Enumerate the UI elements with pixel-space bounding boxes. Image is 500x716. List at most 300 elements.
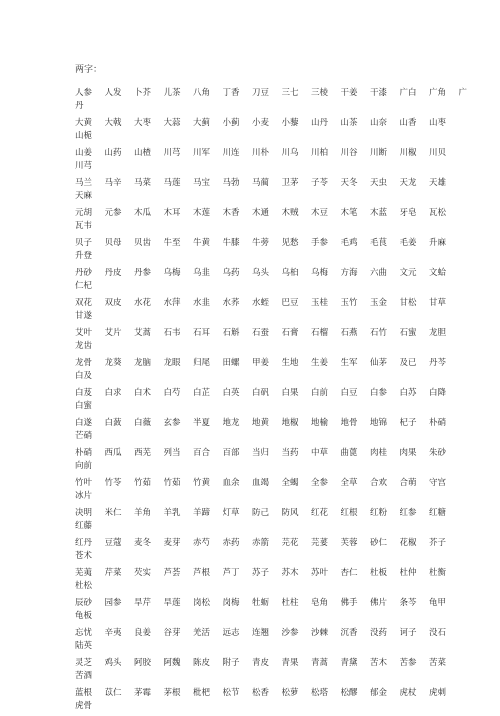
term-cell: 牡蛎	[252, 598, 270, 608]
term-row-line	[75, 446, 495, 460]
term-cell: 合欢	[370, 478, 388, 488]
term-cell: 青果	[281, 658, 299, 668]
term-cell: 天虫	[370, 178, 388, 188]
term-row-continuation: 苦酒	[75, 671, 93, 681]
term-row-line	[75, 206, 495, 220]
term-cell: 芦根	[193, 568, 211, 578]
term-cell: 沙参	[281, 628, 299, 638]
term-cell: 甘草	[429, 298, 447, 308]
term-cell: 巴豆	[281, 298, 299, 308]
term-cell: 三七	[281, 88, 299, 98]
term-row-continuation: 仁杞	[75, 281, 93, 291]
term-cell: 大蒜	[163, 118, 181, 128]
term-cell: 阿魏	[163, 658, 181, 668]
term-cell: 羊蹄	[193, 508, 211, 518]
term-cell: 赤箭	[252, 538, 270, 548]
term-cell: 鸡头	[104, 658, 122, 668]
section-heading: 两字：	[75, 65, 103, 75]
term-cell: 贝齿	[134, 238, 152, 248]
term-row-line	[75, 626, 495, 640]
term-cell: 地骨	[340, 418, 358, 428]
term-cell: 牛至	[163, 238, 181, 248]
term-cell: 龟甲	[429, 598, 447, 608]
term-cell: 朴硝	[429, 418, 447, 428]
term-cell: 白参	[370, 388, 388, 398]
term-cell: 白术	[134, 388, 152, 398]
term-cell: 见愁	[281, 238, 299, 248]
term-cell: 半夏	[193, 418, 211, 428]
term-cell: 连翘	[252, 628, 270, 638]
term-cell: 忘忧	[75, 628, 93, 638]
term-cell: 合萌	[399, 478, 417, 488]
term-cell: 毛茛	[370, 238, 388, 248]
term-cell: 山香	[399, 118, 417, 128]
term-cell: 丹芩	[429, 358, 447, 368]
term-row-line	[75, 566, 495, 580]
term-cell: 卫茅	[281, 178, 299, 188]
term-row-line	[75, 536, 495, 550]
term-row-line	[75, 416, 495, 430]
term-cell: 乌梅	[311, 268, 329, 278]
term-cell: 元胡	[75, 208, 93, 218]
term-cell: 没石	[429, 628, 447, 638]
term-cell: 瓦松	[429, 208, 447, 218]
term-cell: 干姜	[340, 88, 358, 98]
term-cell: 小蓟	[222, 118, 240, 128]
term-cell: 川连	[222, 148, 240, 158]
term-cell: 丹皮	[104, 268, 122, 278]
term-row-continuation: 白及	[75, 371, 93, 381]
term-cell: 方海	[340, 268, 358, 278]
term-cell: 白薇	[134, 418, 152, 428]
term-cell: 文元	[399, 268, 417, 278]
term-cell: 谷芽	[163, 628, 181, 638]
term-cell: 百合	[193, 448, 211, 458]
term-cell: 虎杖	[399, 688, 417, 698]
term-cell: 苦木	[370, 658, 388, 668]
term-cell: 列当	[163, 448, 181, 458]
term-cell: 羊角	[134, 508, 152, 518]
term-cell: 刀豆	[252, 88, 270, 98]
term-row-line	[75, 386, 495, 400]
term-cell: 木通	[252, 208, 270, 218]
term-cell: 儿茶	[163, 88, 181, 98]
term-cell: 石燕	[340, 328, 358, 338]
term-cell: 附子	[222, 658, 240, 668]
term-cell: 血竭	[252, 478, 270, 488]
term-cell: 地椒	[281, 418, 299, 428]
term-cell: 山姜	[75, 148, 93, 158]
term-row-continuation: 白蜜	[75, 401, 93, 411]
term-cell: 灵芝	[75, 658, 93, 668]
term-cell: 木豆	[311, 208, 329, 218]
term-cell: 中草	[311, 448, 329, 458]
term-cell: 玉金	[370, 298, 388, 308]
term-cell: 川芎	[163, 148, 181, 158]
term-row-continuation: 冰片	[75, 491, 93, 501]
term-cell: 水蛭	[252, 298, 270, 308]
term-cell: 地黄	[252, 418, 270, 428]
term-cell: 牛蒡	[252, 238, 270, 248]
term-cell: 水韭	[193, 298, 211, 308]
term-row	[75, 476, 495, 506]
term-row-continuation: 芒硝	[75, 431, 93, 441]
term-cell: 升麻	[429, 238, 447, 248]
term-row	[75, 506, 495, 536]
term-cell: 元参	[104, 208, 122, 218]
term-row	[75, 86, 495, 116]
term-cell: 没药	[370, 628, 388, 638]
term-cell: 岗松	[193, 598, 211, 608]
term-cell: 防风	[281, 508, 299, 518]
term-cell: 广	[458, 88, 468, 98]
term-cell: 大蓟	[193, 118, 211, 128]
term-row	[75, 116, 495, 146]
term-cell: 贝子	[75, 238, 93, 248]
term-cell: 陈皮	[193, 658, 211, 668]
term-cell: 乌桕	[281, 268, 299, 278]
term-cell: 灯草	[222, 508, 240, 518]
term-cell: 马辛	[104, 178, 122, 188]
term-row-line	[75, 176, 495, 190]
term-cell: 羌活	[193, 628, 211, 638]
term-cell: 归尾	[193, 358, 211, 368]
term-row-line	[75, 236, 495, 250]
term-cell: 生姜	[311, 358, 329, 368]
term-cell: 生地	[281, 358, 299, 368]
term-cell: 白豆	[340, 388, 358, 398]
term-cell: 田螺	[222, 358, 240, 368]
term-row	[75, 626, 495, 656]
term-cell: 红糖	[429, 508, 447, 518]
term-cell: 朱砂	[429, 448, 447, 458]
term-cell: 龙葵	[104, 358, 122, 368]
term-cell: 卜芥	[134, 88, 152, 98]
term-cell: 白矾	[252, 388, 270, 398]
term-cell: 双花	[75, 298, 93, 308]
term-cell: 朴硝	[75, 448, 93, 458]
term-cell: 毛姜	[399, 238, 417, 248]
term-cell: 白前	[311, 388, 329, 398]
term-cell: 远志	[222, 628, 240, 638]
term-cell: 文蛤	[429, 268, 447, 278]
term-row	[75, 416, 495, 446]
term-row-continuation: 杜松	[75, 581, 93, 591]
term-cell: 丁香	[222, 88, 240, 98]
term-cell: 水花	[134, 298, 152, 308]
term-cell: 阿胶	[134, 658, 152, 668]
term-cell: 川军	[193, 148, 211, 158]
term-row-continuation: 甘遂	[75, 311, 93, 321]
term-cell: 芡实	[134, 568, 152, 578]
term-cell: 佛手	[340, 598, 358, 608]
term-cell: 广角	[429, 88, 447, 98]
term-cell: 玉竹	[340, 298, 358, 308]
term-row-continuation: 红藤	[75, 521, 93, 531]
term-row-continuation: 龙齿	[75, 341, 93, 351]
term-row	[75, 206, 495, 236]
term-row-continuation: 陆英	[75, 641, 93, 651]
term-cell: 竹叶	[75, 478, 93, 488]
term-cell: 松醪	[340, 688, 358, 698]
term-row-continuation: 山栀	[75, 131, 93, 141]
term-row	[75, 596, 495, 626]
term-cell: 马宝	[193, 178, 211, 188]
term-cell: 白苏	[399, 388, 417, 398]
term-cell: 山茶	[340, 118, 358, 128]
term-cell: 当归	[252, 448, 270, 458]
term-cell: 木耳	[163, 208, 181, 218]
term-cell: 苦菜	[429, 658, 447, 668]
term-cell: 防己	[252, 508, 270, 518]
term-cell: 木笔	[340, 208, 358, 218]
term-row	[75, 266, 495, 296]
term-cell: 大黄	[75, 118, 93, 128]
term-cell: 苡仁	[104, 688, 122, 698]
term-cell: 天雄	[429, 178, 447, 188]
term-cell: 马莲	[163, 178, 181, 188]
term-cell: 松香	[252, 688, 270, 698]
term-cell: 芹菜	[104, 568, 122, 578]
term-cell: 仙茅	[370, 358, 388, 368]
term-cell: 大戟	[104, 118, 122, 128]
term-cell: 红丹	[75, 538, 93, 548]
term-cell: 杜板	[370, 568, 388, 578]
term-cell: 丹砂	[75, 268, 93, 278]
term-cell: 白蔹	[104, 418, 122, 428]
term-cell: 龙胆	[429, 328, 447, 338]
term-cell: 白芍	[163, 388, 181, 398]
term-cell: 郁金	[370, 688, 388, 698]
term-cell: 乌韭	[193, 268, 211, 278]
term-cell: 杏仁	[340, 568, 358, 578]
term-cell: 石竹	[370, 328, 388, 338]
term-cell: 地榆	[311, 418, 329, 428]
term-cell: 赤药	[222, 538, 240, 548]
term-cell: 八角	[193, 88, 211, 98]
term-cell: 白芷	[193, 388, 211, 398]
term-cell: 石榴	[311, 328, 329, 338]
term-cell: 杜仲	[399, 568, 417, 578]
term-cell: 山丹	[311, 118, 329, 128]
term-cell: 虎刺	[429, 688, 447, 698]
term-row	[75, 236, 495, 266]
term-cell: 马蔺	[252, 178, 270, 188]
term-cell: 石耳	[193, 328, 211, 338]
term-row	[75, 446, 495, 476]
term-cell: 白遂	[75, 418, 93, 428]
term-cell: 西瓜	[104, 448, 122, 458]
term-row	[75, 296, 495, 326]
term-cell: 牛黄	[193, 238, 211, 248]
term-row-line	[75, 86, 495, 100]
term-row	[75, 146, 495, 176]
term-row-line	[75, 656, 495, 670]
term-row-continuation: 升登	[75, 251, 93, 261]
term-cell: 青皮	[252, 658, 270, 668]
term-cell: 百部	[222, 448, 240, 458]
term-cell: 山药	[104, 148, 122, 158]
term-row-line	[75, 506, 495, 520]
term-cell: 石斛	[222, 328, 240, 338]
term-cell: 石韦	[163, 328, 181, 338]
term-cell: 水萍	[163, 298, 181, 308]
term-cell: 川谷	[340, 148, 358, 158]
term-cell: 石蚕	[252, 328, 270, 338]
term-cell: 地锦	[370, 418, 388, 428]
term-row	[75, 566, 495, 596]
term-cell: 生军	[340, 358, 358, 368]
term-cell: 当药	[281, 448, 299, 458]
term-cell: 血余	[222, 478, 240, 488]
term-cell: 天龙	[399, 178, 417, 188]
term-cell: 花椒	[399, 538, 417, 548]
term-cell: 苏子	[252, 568, 270, 578]
term-cell: 玄参	[163, 418, 181, 428]
term-cell: 松塔	[311, 688, 329, 698]
term-cell: 诃子	[399, 628, 417, 638]
term-cell: 砂仁	[370, 538, 388, 548]
term-cell: 人发	[104, 88, 122, 98]
term-cell: 条芩	[399, 598, 417, 608]
term-cell: 及已	[399, 358, 417, 368]
term-cell: 杜柱	[281, 598, 299, 608]
term-cell: 沉香	[340, 628, 358, 638]
term-cell: 松萝	[281, 688, 299, 698]
term-row-line	[75, 296, 495, 310]
term-cell: 贝母	[104, 238, 122, 248]
term-row	[75, 176, 495, 206]
term-cell: 石膏	[281, 328, 299, 338]
term-cell: 芜荑	[75, 568, 93, 578]
term-row	[75, 536, 495, 566]
term-cell: 苦参	[399, 658, 417, 668]
term-cell: 木贼	[281, 208, 299, 218]
term-row-line	[75, 476, 495, 490]
term-cell: 白降	[429, 388, 447, 398]
term-cell: 红花	[311, 508, 329, 518]
term-row	[75, 326, 495, 356]
term-cell: 乌药	[222, 268, 240, 278]
term-cell: 豆蔻	[104, 538, 122, 548]
term-cell: 川贝	[429, 148, 447, 158]
term-cell: 三棱	[311, 88, 329, 98]
term-cell: 芦丁	[222, 568, 240, 578]
term-row-line	[75, 266, 495, 280]
term-cell: 木莲	[193, 208, 211, 218]
term-row-line	[75, 686, 495, 700]
term-cell: 玉桂	[311, 298, 329, 308]
term-cell: 白果	[281, 388, 299, 398]
term-row-line	[75, 326, 495, 340]
term-cell: 大枣	[134, 118, 152, 128]
term-cell: 红根	[340, 508, 358, 518]
term-cell: 龙眼	[163, 358, 181, 368]
term-cell: 乌头	[252, 268, 270, 278]
term-cell: 天冬	[340, 178, 358, 188]
term-cell: 青黛	[340, 658, 358, 668]
term-cell: 芫花	[281, 538, 299, 548]
term-cell: 毛鸡	[340, 238, 358, 248]
term-cell: 乌梅	[163, 268, 181, 278]
term-row	[75, 386, 495, 416]
term-cell: 园参	[104, 598, 122, 608]
term-cell: 竹茹	[134, 478, 152, 488]
term-cell: 竹黄	[193, 478, 211, 488]
term-row	[75, 686, 495, 716]
term-cell: 青蒿	[311, 658, 329, 668]
term-cell: 甲姜	[252, 358, 270, 368]
term-row-continuation: 向前	[75, 461, 93, 471]
term-row	[75, 356, 495, 386]
term-cell: 岗梅	[222, 598, 240, 608]
term-row-continuation: 虎骨	[75, 701, 93, 711]
term-row-line	[75, 146, 495, 160]
term-cell: 茅根	[163, 688, 181, 698]
term-cell: 旱芹	[134, 598, 152, 608]
term-cell: 牙皂	[399, 208, 417, 218]
term-cell: 艾片	[104, 328, 122, 338]
term-cell: 肉果	[399, 448, 417, 458]
term-cell: 麦芽	[163, 538, 181, 548]
term-row-continuation: 瓦韦	[75, 221, 93, 231]
term-cell: 艾叶	[75, 328, 93, 338]
term-cell: 龙骨	[75, 358, 93, 368]
term-row	[75, 656, 495, 686]
term-cell: 杞子	[399, 418, 417, 428]
term-cell: 苏木	[281, 568, 299, 578]
term-cell: 小麦	[252, 118, 270, 128]
term-cell: 芦荟	[163, 568, 181, 578]
term-cell: 全参	[311, 478, 329, 488]
term-cell: 旱莲	[163, 598, 181, 608]
term-cell: 苏叶	[311, 568, 329, 578]
term-cell: 子苓	[311, 178, 329, 188]
term-row-continuation: 龟板	[75, 611, 93, 621]
term-cell: 人参	[75, 88, 93, 98]
term-list	[75, 86, 495, 716]
term-cell: 木香	[222, 208, 240, 218]
term-row-line	[75, 116, 495, 130]
term-cell: 枇杷	[193, 688, 211, 698]
term-cell: 蓝根	[75, 688, 93, 698]
term-cell: 杜衡	[429, 568, 447, 578]
term-cell: 木瓜	[134, 208, 152, 218]
term-cell: 干漆	[370, 88, 388, 98]
term-cell: 丹参	[134, 268, 152, 278]
term-cell: 全草	[340, 478, 358, 488]
term-cell: 马兰	[75, 178, 93, 188]
term-cell: 小藜	[281, 118, 299, 128]
term-row-line	[75, 596, 495, 610]
term-cell: 川柏	[311, 148, 329, 158]
term-cell: 龙脑	[134, 358, 152, 368]
term-cell: 决明	[75, 508, 93, 518]
term-cell: 川乌	[281, 148, 299, 158]
term-cell: 辰砂	[75, 598, 93, 608]
term-cell: 山楂	[134, 148, 152, 158]
term-cell: 米仁	[104, 508, 122, 518]
term-cell: 麦冬	[134, 538, 152, 548]
term-cell: 双皮	[104, 298, 122, 308]
term-cell: 水荞	[222, 298, 240, 308]
term-cell: 辛夷	[104, 628, 122, 638]
term-cell: 西芜	[134, 448, 152, 458]
term-row-continuation: 天麻	[75, 191, 93, 201]
term-cell: 佛片	[370, 598, 388, 608]
term-cell: 川椒	[399, 148, 417, 158]
term-cell: 山枣	[429, 118, 447, 128]
